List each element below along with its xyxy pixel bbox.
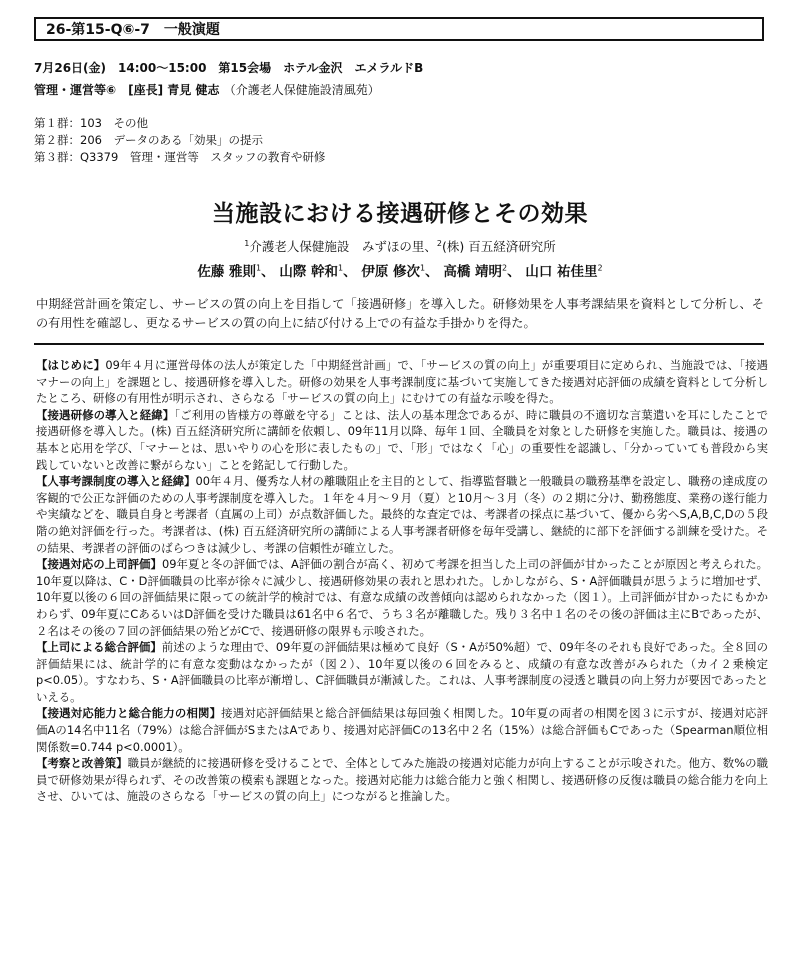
affil-1: 介護老人保健施設 みずほの里、	[249, 239, 437, 254]
section-heading: 【接遇研修の導入と経緯】	[36, 407, 175, 422]
group-list	[34, 115, 325, 166]
section-text: 前述のような理由で、09年夏の評価結果は極めて良好（S・Aが50%超）で、09年冬のそれも良好であった。全８回の評価結果には、統計学的に有意な変動はなかったが（図２）、10年夏以後の６回をみると、成績の有意な改善がみられた（カイ２乗検定 p<0.05）。すなわち、S・A評価職員の比率が漸増し、C評価職員が漸減した。これは、人事考課制度の浸透と職員の向上努力が要因であったといえる。	[36, 640, 768, 704]
author-name: 高橋 靖明	[443, 264, 503, 280]
section-heading: 【接遇対応能力と総合能力の相関】	[36, 706, 222, 721]
section-heading: 【接遇対応の上司評価】	[36, 557, 162, 572]
paper-title: 当施設における接遇研修とその効果	[212, 201, 588, 227]
section-text: 職員が継続的に接遇研修を受けることで、全体としてみた施設の接遇対応能力が向上することが示唆された。他方、数%の職員で研修効果が得られず、その改善策の模索も課題となった。接遇対応能力は総合能力と強く相関し、接遇研修の反復は職員の総合能力を向上させ、ひいては、施設のさらなる「サービスの質の向上」につながると推論した。	[36, 756, 768, 804]
affil-sup-2: 2	[436, 238, 442, 248]
author-name: 山際 幹和	[279, 264, 339, 280]
section-appraisal-system	[36, 473, 768, 556]
author-sup: 1	[256, 263, 262, 273]
section-heading: 【考察と改善策】	[36, 756, 128, 771]
author-name: 山口 祐佳里	[525, 264, 598, 280]
section-overall-evaluation	[36, 639, 768, 705]
section-text: 00年４月、優秀な人材の離職阻止を主目的として、指導監督職と一般職員の職務基準を設定し、職務の達成度の客観的で公正な評価のための人事考課制度を導入した。１年を４月～９月（夏）と10月～３月（冬）の２期に分け、勤務態度、業務の遂行能力や実績などを、職員自身と考課者（直属の上司）が点数評価した。最終的な査定では、考課者の採点に基づいて、優から劣へS,A,B,C,Dの５段階の絶対評価を行った。考課者は、(株) 百五経済研究所の講師による人事考課者研修を毎年受講し、継続的に部下を評価する訓練を受けた。その結果、考課者の評価のばらつきは減少し、考課の信頼性が確立した。	[36, 474, 768, 555]
author-sup: 2	[597, 263, 603, 273]
abstract-summary: 中期経営計画を策定し、サービスの質の向上を目指して「接遇研修」を導入した。研修効果を人事考課結果を資料として分析し、その有用性を確認し、更なるサービスの質の向上に結び付ける上での有益な手掛かりを得た。	[36, 297, 764, 330]
author-name: 伊原 修次	[361, 264, 421, 280]
section-text: 09年夏と冬の評価では、A評価の割合が高く、初めて考課を担当した上司の評価が甘かったことが原因と考えられた。10年夏以降は、C・D評価職員の比率が徐々に減少し、接遇研修効果の表れと思われた。しかしながら、S・A評価職員が思うように増加せず、10年夏以後の６回の評価結果に限っての統計学的検討では、有意な成績の改善傾向は認められなかった（図１）。上司評価が甘かったにもかかわらず、09年夏にCあるいはD評価を受けた職員は61名中６名で、うち３名が離職した。残り３名中１名のその後の評価は主にBであったが、２名はその後の７回の評価結果の殆どがCで、接遇研修の限界も示唆された。	[36, 557, 768, 638]
section-text: 「ご利用の皆様方の尊厳を守る」ことは、法人の基本理念であるが、時に職員の不適切な言葉遣いを耳にしたことで接遇研修を導入した。(株) 百五経済研究所に講師を依頼し、09年11月以降、毎年１回、全職員を対象とした研修を実施した。職員は、接遇の基本と応用を学び、「マナーとは、思いやりの心を形に表したもの」で、「形」ではなく「心」の重要性を認識し、「分かっていても普段から実践していないと改善に繋がらない」ことを銘記して行動した。	[36, 407, 768, 472]
author-sup: 1	[338, 263, 344, 273]
section-correlation	[36, 705, 768, 755]
author-sup: 2	[502, 263, 508, 273]
section-text: 09年４月に運営母体の法人が策定した「中期経営計画」で、「サービスの質の向上」が重要項目に定められ、当施設では、「接遇マナーの向上」を課題とし、接遇研修を導入した。研修の効果を人事考課制度に基づいて実施してきた接遇対応評価の成績を資料として分析したところ、研修の有用性が明示され、さらなる「サービスの質の向上」にむけての有益な示唆を得た。	[36, 358, 768, 406]
group-item-2: 第２群：206 データのある「効果」の提示	[34, 133, 263, 147]
section-heading: 【上司による総合評価】	[36, 640, 162, 655]
divider	[34, 343, 764, 345]
chair-affiliation: （介護老人保健施設清風苑）	[223, 83, 380, 97]
affil-2: (株) 百五経済研究所	[441, 239, 556, 254]
session-code: 26-第15-Q⑥-7 一般演題	[46, 22, 220, 38]
abstract-body	[36, 357, 768, 805]
group-item-1: 第１群：103 その他	[34, 116, 148, 130]
section-training-intro	[36, 407, 768, 473]
section-discussion	[36, 755, 768, 805]
section-text: 接遇対応評価結果と総合評価結果は毎回強く相関した。10年夏の両者の相関を図３に示すが、接遇対応評価Aの14名中11名（79%）は総合評価がSまたはAであり、接遇対応評価Cの13名中２名（15%）は総合評価もCであった（Spearman順位相関係数=0.744 p<0.0001）。	[36, 706, 768, 754]
session-category: 管理・運営等⑥ [座長] 青見 健志	[34, 83, 220, 97]
session-category-line	[34, 82, 380, 98]
session-header-box	[34, 17, 764, 41]
author-list: 佐藤 雅則$^1$、 山際 幹和$^1$、 伊原 修次$^1$、 高橋 靖明$^2$、 山口 祐佳里$^2$	[197, 263, 603, 280]
section-heading: 【はじめに】	[36, 358, 106, 372]
section-heading: 【人事考課制度の導入と経緯】	[36, 474, 196, 489]
author-name: 佐藤 雅則	[197, 264, 257, 280]
author-sup: 1	[420, 263, 426, 273]
section-introduction	[36, 357, 768, 407]
affiliations	[0, 237, 800, 255]
group-item-3: 第３群：Q3379 管理・運営等 スタッフの教育や研修	[34, 150, 326, 164]
session-datetime: 7月26日(金) 14:00～15:00 第15会場 ホテル金沢 エメラルドB	[34, 61, 424, 75]
affil-sup-1: 1	[244, 238, 250, 248]
section-supervisor-evaluation	[36, 556, 768, 639]
